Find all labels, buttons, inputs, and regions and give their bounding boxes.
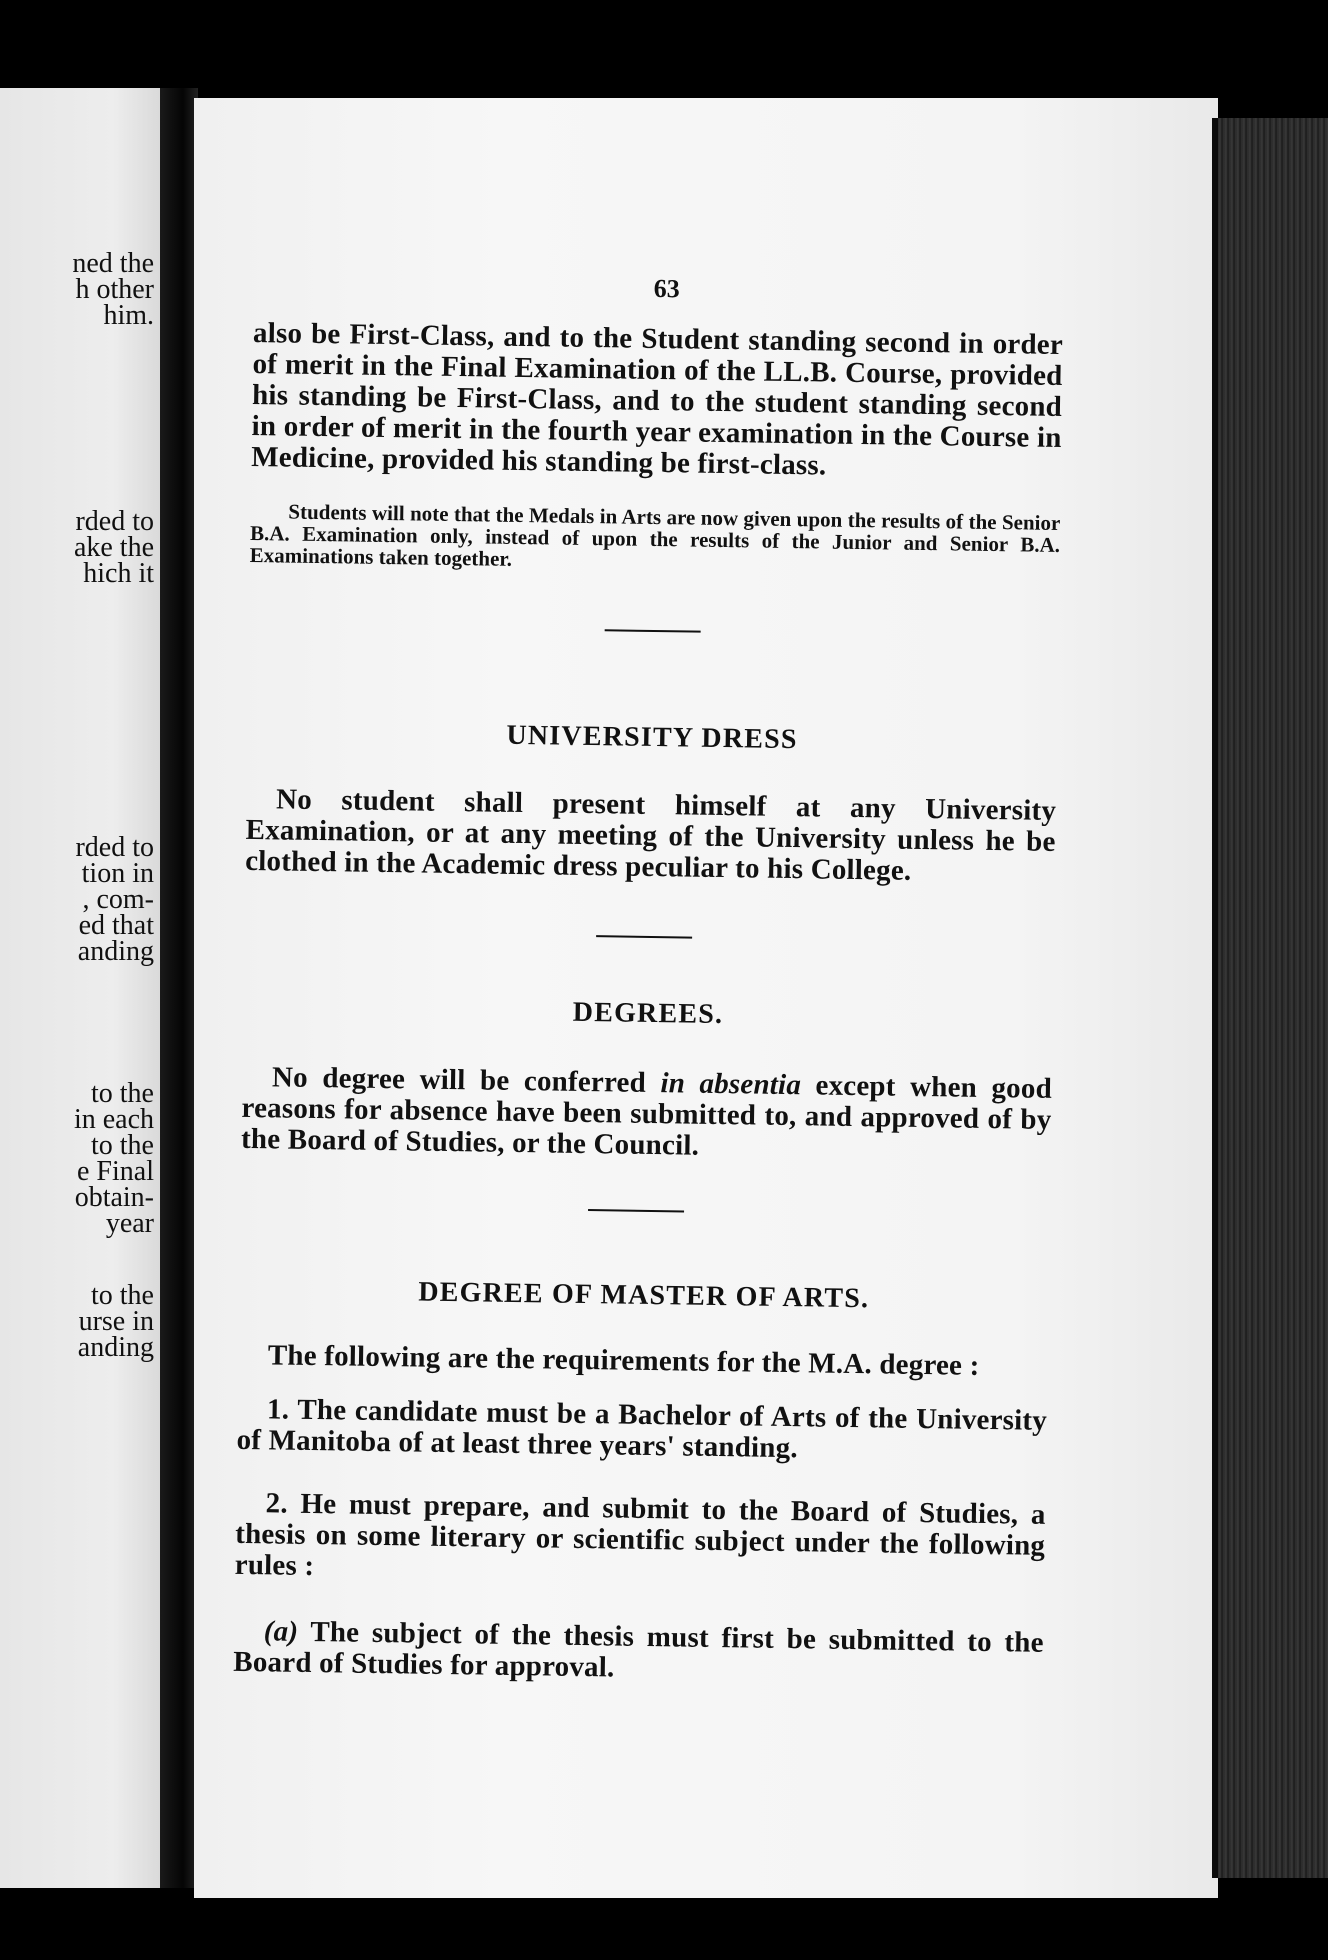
- paragraph-dress: No student shall present himself at any University Examination, or at any meeting of the University unless he be clothed in the Academic dress peculiar to his College.: [244, 783, 1057, 887]
- ma-requirement-2: 2. He must prepare, and submit to the Board of Studies, a thesis on some literary or scientific subject under the following rules :: [234, 1487, 1046, 1583]
- left-line: rded to: [75, 832, 154, 863]
- item-a-label: (a): [263, 1615, 299, 1648]
- page: [194, 98, 1218, 1898]
- left-line: year: [105, 1208, 154, 1239]
- left-line: to the: [91, 1130, 154, 1161]
- left-line: him.: [103, 300, 154, 331]
- degrees-text-end: except when good reasons for absence have been submitted to, and approved of by the Board of Studies, or the Council.: [240, 1069, 1053, 1162]
- divider: [596, 935, 692, 938]
- paragraph-ma-intro: The following are the requirements for the M.A. degree :: [267, 1339, 980, 1382]
- divider: [605, 629, 701, 632]
- left-line: ed that: [78, 910, 154, 941]
- left-line: anding: [77, 1332, 154, 1363]
- ma-requirement-1: 1. The candidate must be a Bachelor of Arts of the University of Manitoba of at least three years' standing.: [236, 1393, 1048, 1465]
- left-line: to the: [91, 1078, 154, 1109]
- left-line: hich it: [83, 558, 154, 589]
- left-line: obtain-: [74, 1182, 154, 1213]
- left-line: to the: [91, 1280, 154, 1311]
- degrees-text-start: No degree will be conferred: [271, 1061, 661, 1100]
- left-line: rded to: [75, 506, 154, 537]
- divider: [588, 1209, 684, 1212]
- left-line: urse in: [78, 1306, 154, 1337]
- paragraph-degrees: [241, 1062, 1052, 1167]
- heading-university-dress: UNIVERSITY DRESS: [506, 719, 798, 756]
- left-line: e Final: [77, 1156, 154, 1187]
- heading-master-of-arts: DEGREE OF MASTER OF ARTS.: [418, 1276, 870, 1315]
- book-gutter: [160, 88, 198, 1888]
- page-edges: [1218, 118, 1328, 1878]
- ma-requirement-2a: [233, 1616, 1044, 1690]
- item-a-text: The subject of the thesis must first be submitted to the Board of Studies for approval.: [233, 1615, 1044, 1684]
- heading-degrees: DEGREES.: [572, 996, 724, 1031]
- left-line: h other: [75, 274, 154, 305]
- left-line: ake the: [73, 532, 154, 563]
- page-content: [233, 268, 1064, 1684]
- degrees-text-italic: in absentia: [660, 1067, 802, 1102]
- paragraph-medals: also be First-Class, and to the Student standing second in order of merit in the Final Examination of the LL.B. Course, provided his standing be First-Class, and to the student standing second in order of merit in the fourth year examination in the Course in Medicine, provided his standing be first-class.: [250, 316, 1064, 482]
- note-medals: Students will note that the Medals in Arts are now given upon the results of the Senior B.A. Examination only, instead of upon the results of the Junior and Senior B.A. Examinations taken together.: [249, 499, 1061, 571]
- left-line: anding: [77, 936, 154, 967]
- left-line: tion in: [81, 858, 154, 889]
- left-line: in each: [73, 1104, 154, 1135]
- page-number: 63: [653, 273, 680, 304]
- left-line: , com-: [82, 884, 154, 915]
- left-line: ned the: [72, 248, 154, 279]
- left-page: [0, 88, 162, 1888]
